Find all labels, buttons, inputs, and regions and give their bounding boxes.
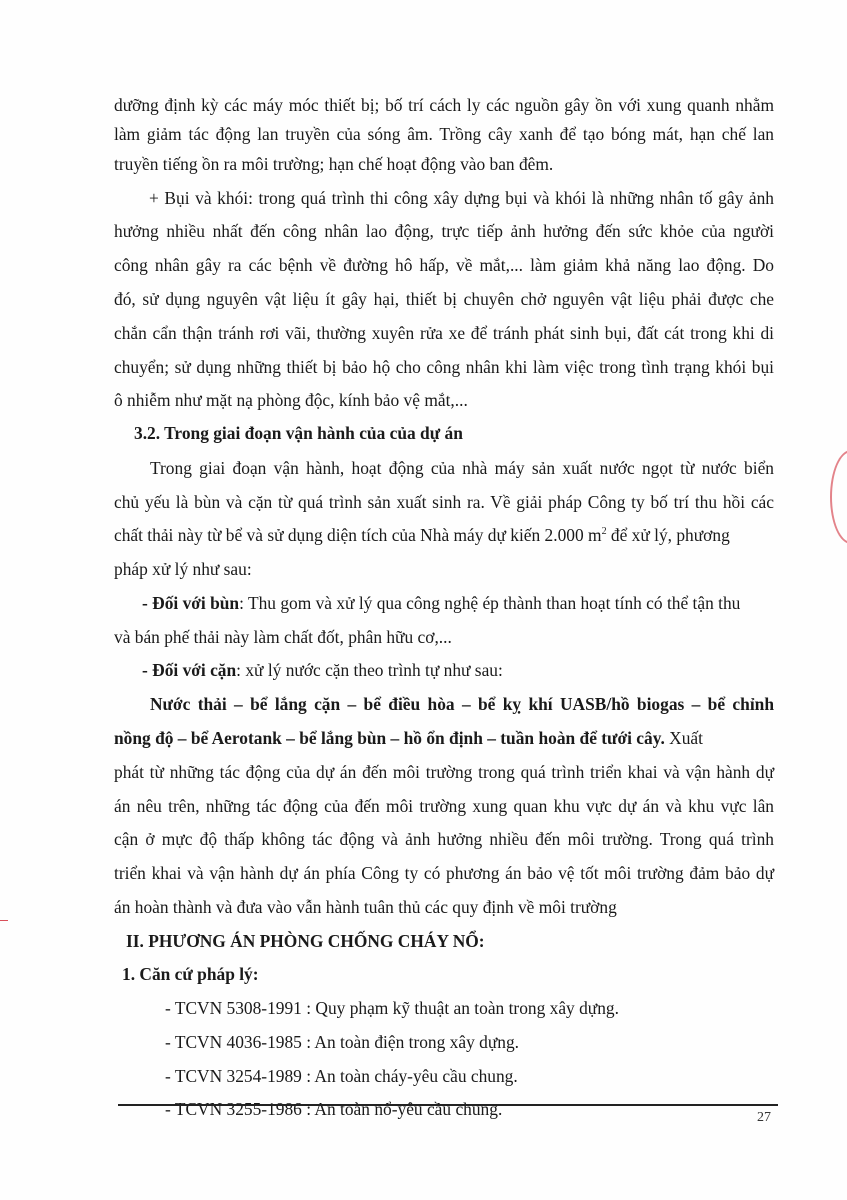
paragraph-line: truyền tiếng ồn ra môi trường; hạn chế hoạt động vào ban đêm. (114, 154, 554, 174)
chapter-heading: II. PHƯƠNG ÁN PHÒNG CHỐNG CHÁY NỔ: (126, 931, 485, 951)
bold-label: - Đối với bùn (142, 593, 240, 613)
paragraph-line (142, 659, 774, 681)
text-run: : Thu gom và xử lý qua công nghệ ép thành than hoạt tính có thể tận thu (239, 593, 741, 613)
paragraph-line: công nhân gây ra các bệnh về đường hô hấp, về mắt,... làm giảm khả năng lao động. Do (114, 255, 774, 275)
list-item: - TCVN 3255-1986 : An toàn nổ-yêu cầu chung. (165, 1099, 503, 1119)
page-number: 27 (757, 1110, 771, 1125)
text-run: để xử lý, phương (606, 525, 730, 545)
paragraph-line: hưởng nhiều nhất đến công nhân lao động, trực tiếp ảnh hưởng đến sức khỏe của người (114, 221, 774, 241)
paragraph-line: chắn cẩn thận tránh rơi vãi, thường xuyên rửa xe để tránh phát sinh bụi, đất cát trong khi di (114, 323, 774, 343)
paragraph-line: và bán phế thải này làm chất đốt, phân hữu cơ,... (114, 627, 452, 647)
paragraph-line: triển khai và vận hành dự án phía Công ty có phương án bảo vệ tốt môi trường đảm bảo dự (114, 863, 774, 883)
paragraph-line: làm giảm tác động lan truyền của sóng âm. Trồng cây xanh để tạo bóng mát, hạn chế lan (114, 124, 774, 144)
paragraph-line: cận ở mực độ thấp không tác động và ảnh hưởng nhiều đến môi trường. Trong quá trình (114, 829, 774, 849)
process-line: Nước thải – bể lắng cặn – bể điều hòa – bể kỵ khí UASB/hồ biogas – bể chỉnh (150, 694, 774, 714)
paragraph-line (142, 592, 774, 614)
paragraph-line: chuyển; sử dụng những thiết bị bảo hộ cho công nhân khi làm việc trong tình trạng khói bụi (114, 357, 774, 377)
paragraph-line: chủ yếu là bùn và cặn từ quá trình sản xuất sinh ra. Về giải pháp Công ty bố trí thu hồi các (114, 492, 774, 512)
text-run: Xuất (664, 728, 703, 748)
paragraph-line: Trong giai đoạn vận hành, hoạt động của nhà máy sản xuất nước ngọt từ nước biển (150, 458, 774, 478)
list-item: - TCVN 5308-1991 : Quy phạm kỹ thuật an toàn trong xây dựng. (165, 998, 619, 1018)
paragraph-line: + Bụi và khói: trong quá trình thi công xây dựng bụi và khói là những nhân tố gây ảnh (149, 188, 774, 208)
paragraph-line: án hoàn thành và đưa vào vẫn hành tuân thủ các quy định về môi trường (114, 897, 617, 917)
list-item: - TCVN 4036-1985 : An toàn điện trong xây dựng. (165, 1032, 519, 1052)
paragraph-line: phát từ những tác động của dự án đến môi trường trong quá trình triển khai và vận hành dự (114, 762, 774, 782)
text-run: : xử lý nước cặn theo trình tự như sau: (236, 660, 503, 680)
list-item: - TCVN 3254-1989 : An toàn cháy-yêu cầu chung. (165, 1066, 518, 1086)
paragraph-line (114, 727, 774, 749)
superscript: 2 (601, 526, 607, 538)
process-line: nồng độ – bể Aerotank – bể lắng bùn – hồ ổn định – tuần hoàn để tưới cây. (114, 728, 665, 748)
paragraph-line: đó, sử dụng nguyên vật liệu ít gây hại, thiết bị chuyên chở nguyên vật liệu phải được che (114, 289, 774, 309)
paragraph-line: dưỡng định kỳ các máy móc thiết bị; bố trí cách ly các nguồn gây ồn với xung quanh nhằm (114, 95, 774, 115)
paragraph-line (114, 524, 774, 546)
footer-rule (118, 1104, 778, 1106)
text-run: chất thải này từ bể và sử dụng diện tích của Nhà máy dự kiến 2.000 m (114, 525, 602, 545)
stamp-edge (830, 450, 847, 544)
bold-label: - Đối với cặn (142, 660, 237, 680)
paragraph-line: ô nhiễm như mặt nạ phòng độc, kính bảo vệ mắt,... (114, 390, 468, 410)
margin-mark (0, 920, 8, 921)
section-heading: 3.2. Trong giai đoạn vận hành của của dự án (134, 423, 463, 443)
subsection-heading: 1. Căn cứ pháp lý: (122, 964, 259, 984)
paragraph-line: pháp xử lý như sau: (114, 559, 252, 579)
paragraph-line: án nêu trên, những tác động của đến môi trường xung quan khu vực dự án và khu vực lân (114, 796, 774, 816)
